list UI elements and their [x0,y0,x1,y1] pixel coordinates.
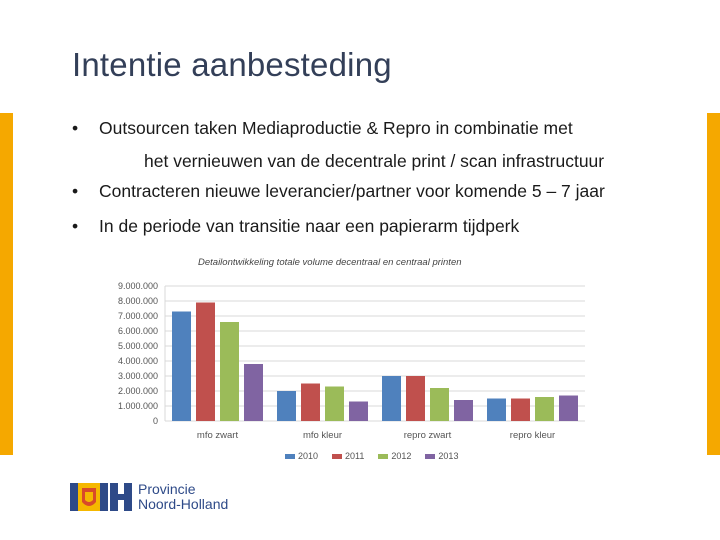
y-tick-label: 9.000.000 [117,281,158,291]
x-tick-label: mfo zwart [196,430,239,441]
legend-item [285,451,318,461]
bar-2012-0 [220,322,239,421]
bullet-item [72,214,702,238]
logo-line-1: Provincie [138,481,196,497]
legend-swatch [285,454,295,459]
bullet-dot: • [72,118,79,138]
bar-2010-2 [382,376,401,421]
bar-2010-1 [277,391,296,421]
bullet-list [72,116,702,238]
x-tick-label: repro kleur [509,430,556,441]
bullet-text: Outsourcen taken Mediaproductie & Repro in combinatie met [99,118,573,138]
y-tick-label: 7.000.000 [117,311,158,321]
province-crest-icon [70,480,132,514]
bar-2011-0 [196,303,215,422]
bar-2012-2 [430,388,449,421]
right-accent-bar [707,113,720,455]
bar-2013-1 [349,402,368,422]
y-tick-label: 2.000.000 [117,386,158,396]
left-accent-bar [0,113,13,455]
y-tick-label: 6.000.000 [117,326,158,336]
bullet-dot: • [72,181,79,201]
bullet-item [72,116,702,173]
legend-item [425,451,458,461]
legend-label: 2011 [345,451,365,461]
bar-2011-1 [301,384,320,422]
y-tick-label: 5.000.000 [117,341,158,351]
y-tick-label: 3.000.000 [117,371,158,381]
slide-title: Intentie aanbesteding [72,46,392,83]
logo-wordmark [138,482,228,512]
x-tick-label: repro zwart [403,430,452,441]
bullet-continuation-text: het vernieuwen van de decentrale print / scan infrastructuur [144,151,605,171]
bar-2012-1 [325,387,344,422]
bar-2010-3 [487,399,506,422]
logo-line-2: Noord-Holland [138,496,229,512]
legend-swatch [378,454,388,459]
legend-label: 2013 [438,451,459,461]
chart-legend [285,451,458,461]
bar-2013-0 [244,364,263,421]
bar-2013-2 [454,400,473,421]
legend-swatch [425,454,435,459]
bullet-dot: • [72,216,79,236]
bar-2012-3 [535,397,554,421]
legend-item [378,451,411,461]
bullet-text: In de periode van transitie naar een papierarm tijdperk [99,216,520,236]
bar-2010-0 [172,312,191,422]
chart-title: Detailontwikkeling totale volume decentraal en centraal printen [198,257,462,268]
bullet-item [72,179,702,203]
legend-item [332,451,364,461]
province-logo [70,480,228,514]
y-tick-label: 8.000.000 [117,296,158,306]
bar-2011-3 [511,399,530,422]
bullet-text: Contracteren nieuwe leverancier/partner voor komende 5 – 7 jaar [99,181,605,201]
y-tick-label: 1.000.000 [117,401,158,411]
bar-2013-3 [559,396,578,422]
legend-swatch [332,454,342,459]
bar-2011-2 [406,376,425,421]
legend-label: 2010 [298,451,319,461]
chart-canvas [110,254,590,469]
y-tick-label: 4.000.000 [117,356,158,366]
legend-label: 2012 [391,451,412,461]
volume-bar-chart [110,254,590,469]
y-tick-label: 0 [152,416,158,426]
x-tick-label: mfo kleur [302,430,343,441]
